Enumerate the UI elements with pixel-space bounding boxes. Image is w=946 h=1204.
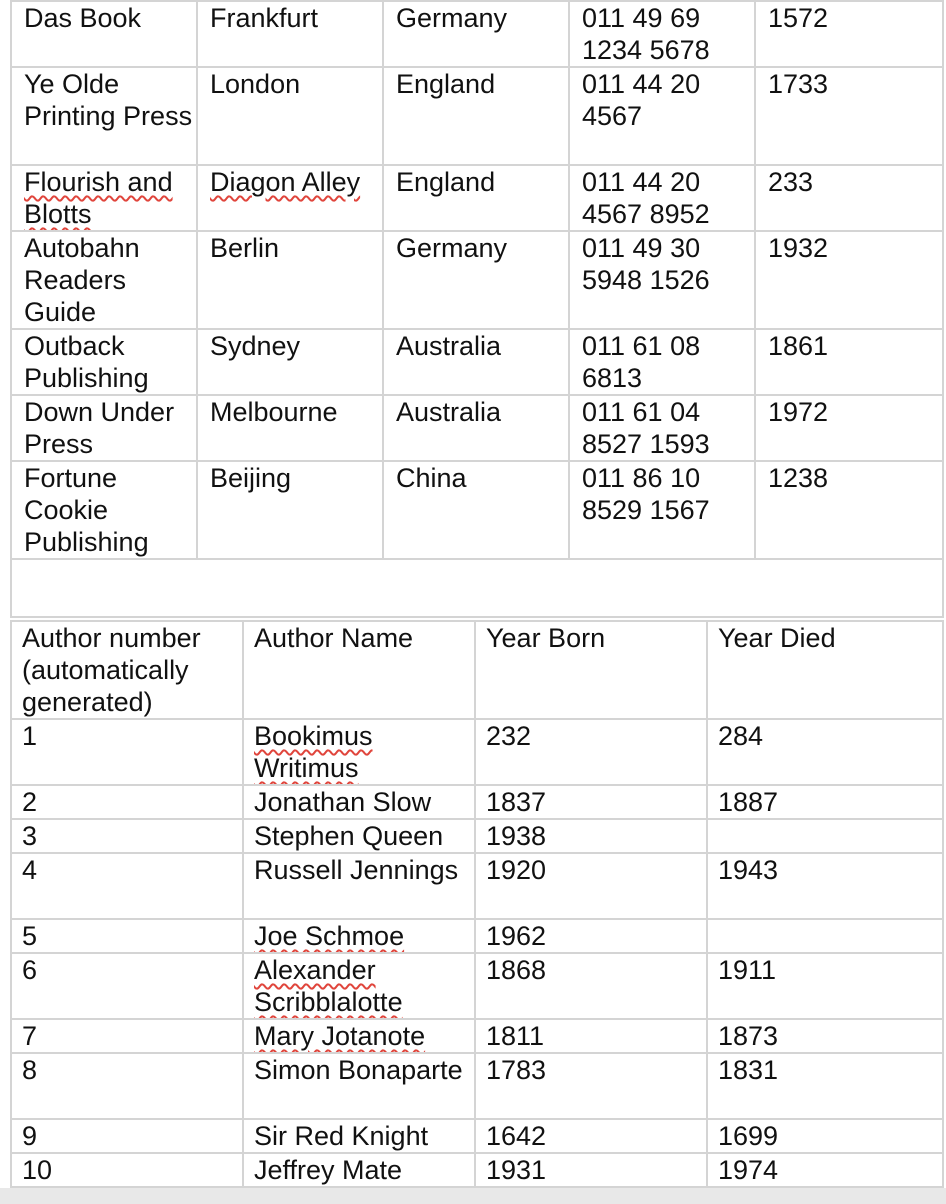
author-died-cell[interactable]: 1887	[707, 785, 943, 819]
publisher-city-cell[interactable]: Berlin	[197, 231, 383, 329]
author-born-cell[interactable]: 1811	[475, 1019, 707, 1053]
table-row	[11, 461, 943, 559]
author-died-cell[interactable]: 1831	[707, 1053, 943, 1119]
author-born-cell[interactable]: 1938	[475, 819, 707, 853]
author-born-cell[interactable]: 232	[475, 719, 707, 785]
author-born-cell[interactable]: 1868	[475, 953, 707, 1019]
publisher-phone-cell[interactable]: 011 44 20 4567 8952	[569, 165, 755, 231]
header-author-name[interactable]: Author Name	[243, 621, 475, 719]
author-name-cell[interactable]	[243, 919, 475, 953]
author-born-cell[interactable]: 1642	[475, 1119, 707, 1153]
author-number-cell[interactable]: 10	[11, 1153, 243, 1187]
author-name-cell[interactable]	[243, 953, 475, 1019]
author-born-cell[interactable]: 1931	[475, 1153, 707, 1187]
author-born-cell[interactable]: 1783	[475, 1053, 707, 1119]
author-name-cell[interactable]: Russell Jennings	[243, 853, 475, 919]
publisher-name-text: Flourish and Blotts	[24, 167, 173, 229]
publisher-country-cell[interactable]: China	[383, 461, 569, 559]
empty-cell[interactable]	[11, 559, 943, 617]
publisher-country-cell[interactable]: Australia	[383, 329, 569, 395]
author-died-cell[interactable]	[707, 819, 943, 853]
publisher-year-cell[interactable]: 1733	[755, 67, 943, 165]
table-row	[11, 165, 943, 231]
author-died-cell[interactable]	[707, 919, 943, 953]
publisher-city-cell[interactable]: Sydney	[197, 329, 383, 395]
author-died-cell[interactable]: 1974	[707, 1153, 943, 1187]
author-died-cell[interactable]: 1873	[707, 1019, 943, 1053]
table-row	[11, 395, 943, 461]
publisher-year-cell[interactable]: 233	[755, 165, 943, 231]
author-number-cell[interactable]: 5	[11, 919, 243, 953]
author-number-cell[interactable]: 3	[11, 819, 243, 853]
publisher-phone-cell[interactable]: 011 44 20 4567	[569, 67, 755, 165]
publisher-name-cell[interactable]: Das Book	[11, 1, 197, 67]
publisher-phone-cell[interactable]: 011 61 08 6813	[569, 329, 755, 395]
publishers-table	[10, 0, 944, 618]
table-row	[11, 819, 943, 853]
publisher-name-cell[interactable]: Outback Publishing	[11, 329, 197, 395]
table-row	[11, 853, 943, 919]
table-row	[11, 67, 943, 165]
table-row	[11, 1053, 943, 1119]
author-name-cell[interactable]: Sir Red Knight	[243, 1119, 475, 1153]
author-born-cell[interactable]: 1962	[475, 919, 707, 953]
publisher-year-cell[interactable]: 1238	[755, 461, 943, 559]
author-name-cell[interactable]: Stephen Queen	[243, 819, 475, 853]
author-number-cell[interactable]: 8	[11, 1053, 243, 1119]
publisher-city-cell[interactable]: Frankfurt	[197, 1, 383, 67]
publisher-country-cell[interactable]: Germany	[383, 1, 569, 67]
publisher-phone-cell[interactable]: 011 61 04 8527 1593	[569, 395, 755, 461]
author-number-cell[interactable]: 1	[11, 719, 243, 785]
header-year-born[interactable]: Year Born	[475, 621, 707, 719]
author-born-cell[interactable]: 1837	[475, 785, 707, 819]
table-row	[11, 1, 943, 67]
publisher-name-cell[interactable]: Ye Olde Printing Press	[11, 67, 197, 165]
publisher-year-cell[interactable]: 1932	[755, 231, 943, 329]
publisher-city-cell[interactable]: Melbourne	[197, 395, 383, 461]
publisher-name-cell[interactable]: Down Under Press	[11, 395, 197, 461]
publisher-phone-cell[interactable]: 011 49 30 5948 1526	[569, 231, 755, 329]
author-born-cell[interactable]: 1920	[475, 853, 707, 919]
publisher-country-cell[interactable]: Germany	[383, 231, 569, 329]
publisher-city-cell[interactable]: Beijing	[197, 461, 383, 559]
author-name-cell[interactable]	[243, 1019, 475, 1053]
author-name-cell[interactable]: Jonathan Slow	[243, 785, 475, 819]
page-bottom-edge	[0, 1188, 946, 1204]
authors-table	[10, 620, 944, 1188]
author-name-cell[interactable]	[243, 719, 475, 785]
publisher-name-cell[interactable]: Autobahn Readers Guide	[11, 231, 197, 329]
table-row	[11, 919, 943, 953]
header-author-number[interactable]: Author number (automatically generated)	[11, 621, 243, 719]
publisher-city-text: Diagon Alley	[210, 167, 361, 197]
publisher-year-cell[interactable]: 1572	[755, 1, 943, 67]
author-number-cell[interactable]: 6	[11, 953, 243, 1019]
table-row	[11, 1153, 943, 1187]
publisher-name-cell[interactable]: Fortune Cookie Publishing	[11, 461, 197, 559]
author-name-text: Bookimus Writimus	[254, 721, 373, 783]
author-number-cell[interactable]: 9	[11, 1119, 243, 1153]
author-died-cell[interactable]: 284	[707, 719, 943, 785]
publisher-country-cell[interactable]: England	[383, 165, 569, 231]
publisher-city-cell[interactable]: London	[197, 67, 383, 165]
empty-row	[11, 559, 943, 617]
table-row	[11, 953, 943, 1019]
header-year-died[interactable]: Year Died	[707, 621, 943, 719]
table-row	[11, 1019, 943, 1053]
table-row	[11, 231, 943, 329]
author-died-cell[interactable]: 1911	[707, 953, 943, 1019]
author-died-cell[interactable]: 1699	[707, 1119, 943, 1153]
header-row	[11, 621, 943, 719]
table-row	[11, 1119, 943, 1153]
author-name-text: Joe Schmoe	[254, 921, 405, 951]
publisher-phone-cell[interactable]: 011 49 69 1234 5678	[569, 1, 755, 67]
publisher-city-cell[interactable]	[197, 165, 383, 231]
table-row	[11, 329, 943, 395]
publisher-country-cell[interactable]: Australia	[383, 395, 569, 461]
author-name-cell[interactable]: Simon Bonaparte	[243, 1053, 475, 1119]
table-row	[11, 785, 943, 819]
author-died-cell[interactable]: 1943	[707, 853, 943, 919]
author-number-cell[interactable]: 7	[11, 1019, 243, 1053]
publisher-year-cell[interactable]: 1972	[755, 395, 943, 461]
author-name-text: Alexander Scribblalotte	[254, 955, 403, 1017]
publisher-name-cell[interactable]	[11, 165, 197, 231]
publisher-phone-cell[interactable]: 011 86 10 8529 1567	[569, 461, 755, 559]
publisher-country-cell[interactable]: England	[383, 67, 569, 165]
author-number-cell[interactable]: 2	[11, 785, 243, 819]
publisher-year-cell[interactable]: 1861	[755, 329, 943, 395]
author-name-cell[interactable]: Jeffrey Mate	[243, 1153, 475, 1187]
author-name-text: Mary Jotanote	[254, 1021, 426, 1051]
table-row	[11, 719, 943, 785]
author-number-cell[interactable]: 4	[11, 853, 243, 919]
